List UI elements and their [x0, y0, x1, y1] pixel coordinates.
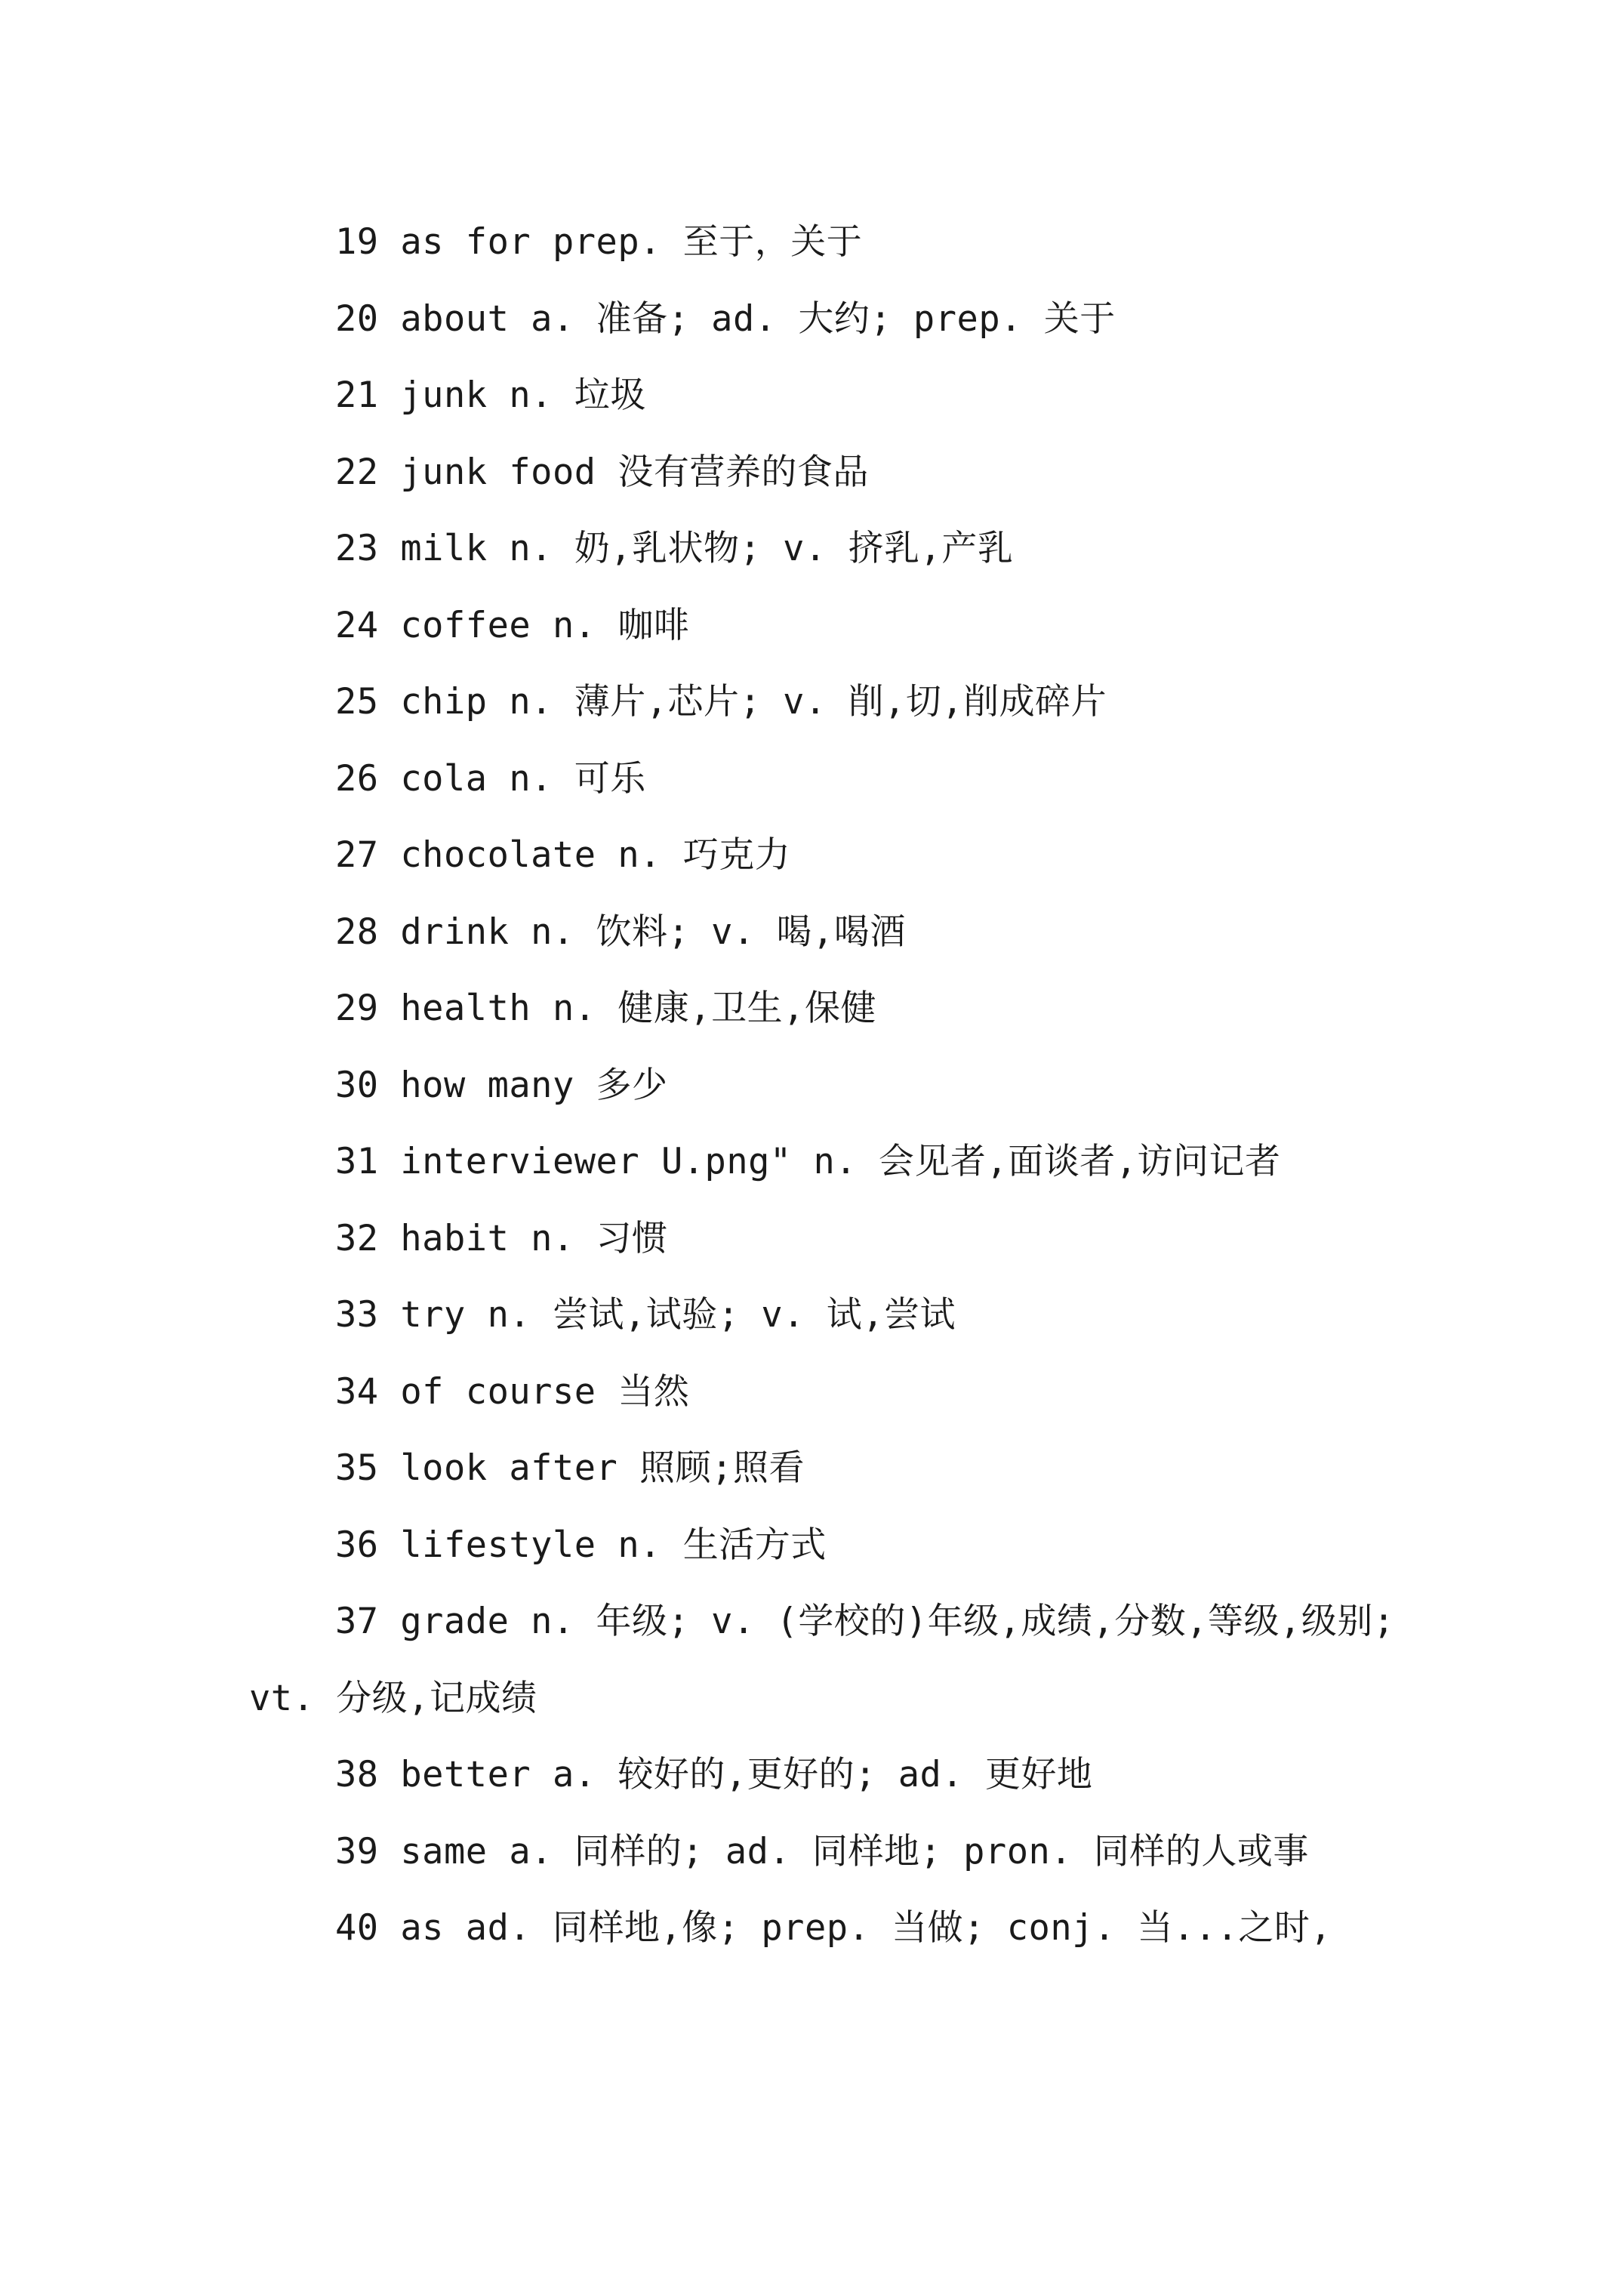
vocab-entry: 22 junk food 没有营养的食品: [335, 451, 869, 493]
vocab-entry: 26 cola n. 可乐: [335, 757, 646, 800]
vocab-entry: 25 chip n. 薄片,芯片; v. 削,切,削成碎片: [335, 681, 1107, 723]
vocab-entry: 38 better a. 较好的,更好的; ad. 更好地: [335, 1754, 1093, 1795]
vocab-entry: 37 grade n. 年级; v. (学校的)年级,成绩,分数,等级,级别; vt. 分级,记成绩: [249, 1601, 1395, 1719]
vocab-entry: 27 chocolate n. 巧克力: [335, 834, 791, 876]
vocab-entry: 23 milk n. 奶,乳状物; v. 挤乳,产乳: [335, 528, 1014, 569]
vocab-entry: 28 drink n. 饮料; v. 喝,喝酒: [335, 911, 906, 953]
vocab-entry: 21 junk n. 垃圾: [335, 374, 646, 416]
vocab-entry: 40 as ad. 同样地,像; prep. 当做; conj. 当...之时,: [335, 1907, 1332, 1949]
vocab-entry: 35 look after 照顾;照看: [335, 1447, 805, 1489]
vocab-entry: 30 how many 多少: [335, 1064, 668, 1106]
vocab-entry: 19 as for prep. 至于，关于: [335, 221, 863, 263]
vocab-entry: 24 coffee n. 咖啡: [335, 604, 690, 646]
vocab-entry: 33 try n. 尝试,试验; v. 试,尝试: [335, 1294, 956, 1336]
vocabulary-list: [249, 204, 1397, 1967]
vocab-entry: 34 of course 当然: [335, 1370, 690, 1413]
vocab-entry: 32 habit n. 习惯: [335, 1217, 668, 1259]
vocab-entry: 31 interviewer U.png" n. 会见者,面谈者,访问记者: [335, 1141, 1281, 1182]
vocab-entry: 20 about a. 准备; ad. 大约; prep. 关于: [335, 297, 1116, 340]
vocab-entry: 29 health n. 健康,卫生,保健: [335, 988, 876, 1029]
vocab-entry: 36 lifestyle n. 生活方式: [335, 1524, 827, 1566]
vocab-entry: 39 same a. 同样的; ad. 同样地; pron. 同样的人或事: [335, 1830, 1309, 1872]
